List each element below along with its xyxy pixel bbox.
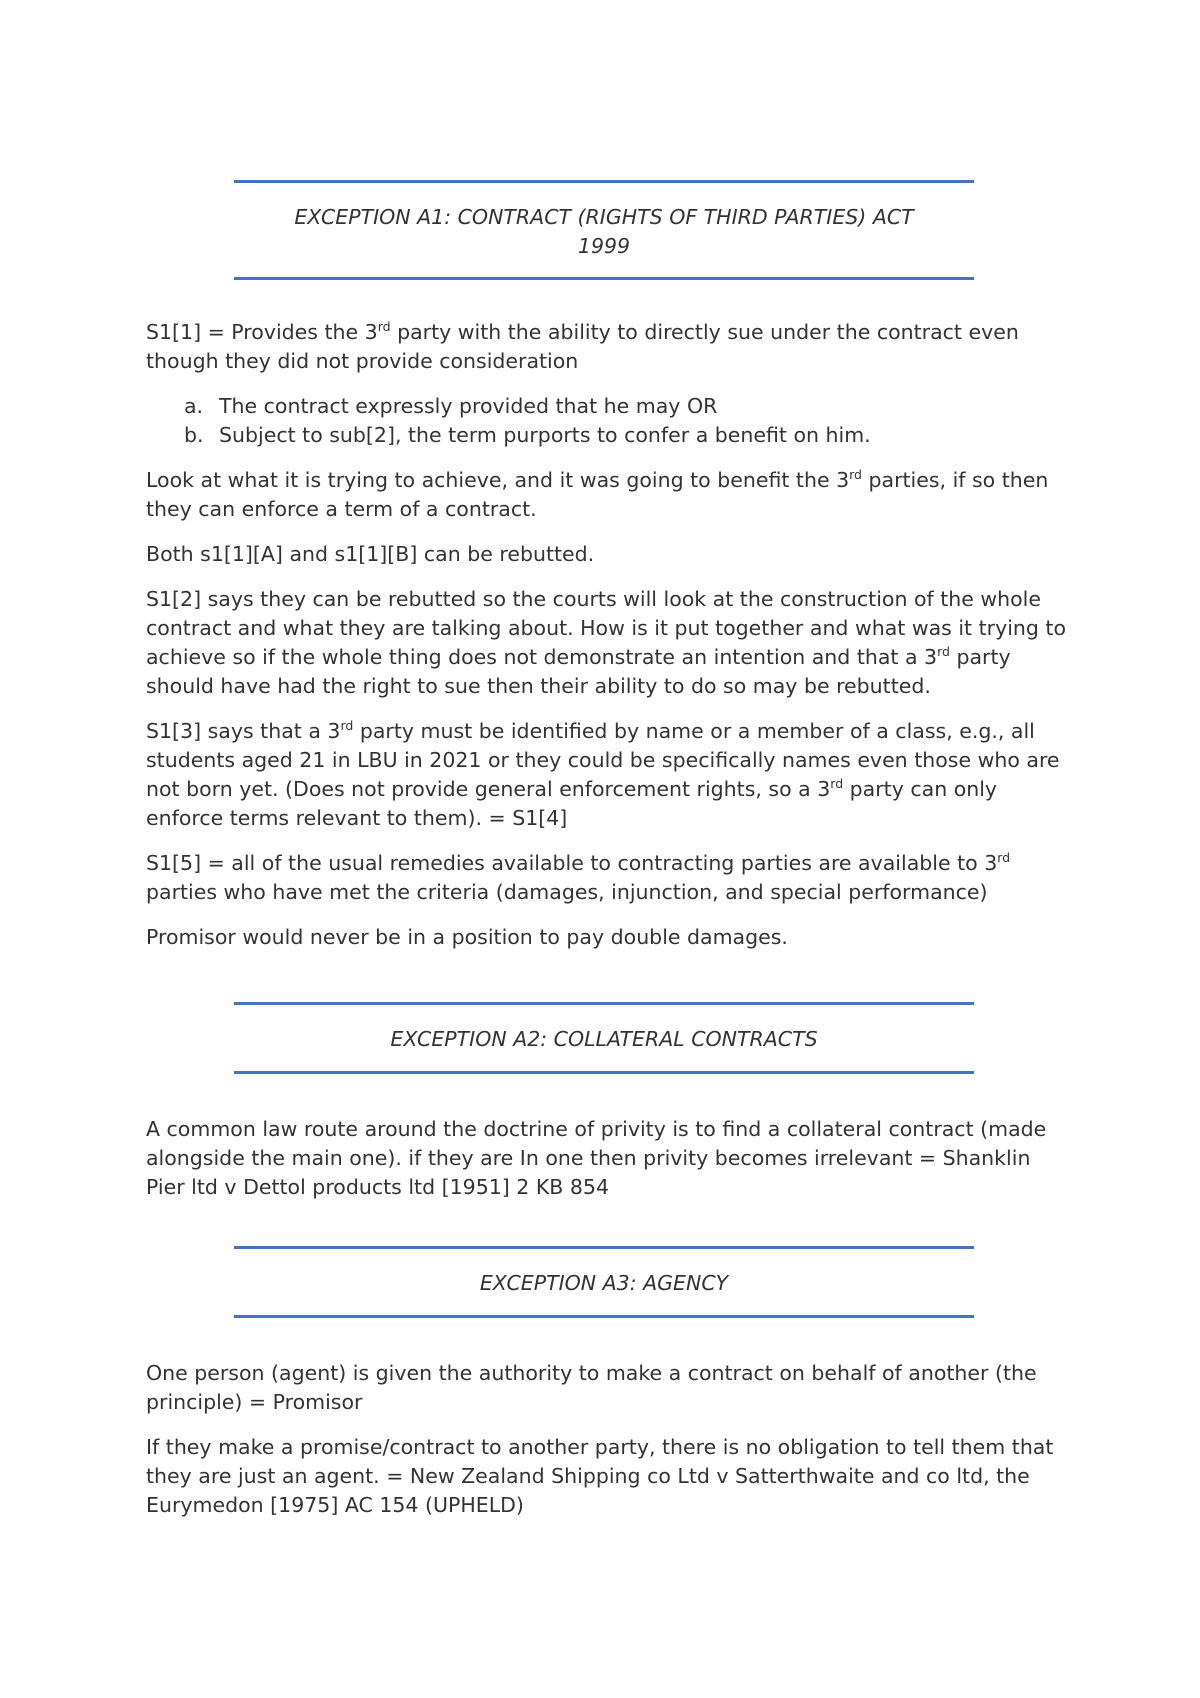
paragraph-collateral: A common law route around the doctrine of privity is to find a collateral contract (made alongside the main one). if they are In one then privity becomes irrelevant = Shanklin Pier ltd v Dettol products ltd [1951] 2 KB 854 [146, 1117, 1047, 1199]
document-content [146, 180, 1066, 1520]
list-item: a. The contract expressly provided that he may OR [146, 392, 1066, 421]
heading-a1-line1: EXCEPTION A1: CONTRACT (RIGHTS OF THIRD PARTIES) ACT [294, 205, 914, 229]
criteria-list [146, 392, 1066, 450]
list-marker: a. [184, 394, 204, 418]
list-item: b. Subject to sub[2], the term purports to confer a benefit on him. [146, 421, 1066, 450]
paragraph-agency-case: If they make a promise/contract to another party, there is no obligation to tell them that they are just an agent. = New Zealand Shipping co Ltd v Satterthwaite and co ltd, the Eurymedon [1975] AC 154 (UPHELD) [146, 1435, 1054, 1517]
list-marker: b. [184, 423, 204, 447]
paragraph-s1-1: S1[1] = Provides the 3rd party with the ability to directly sue under the contract even though they did not provide consideration [146, 319, 1019, 373]
paragraph-agency-definition: One person (agent) is given the authority to make a contract on behalf of another (the principle) = Promisor [146, 1361, 1037, 1414]
paragraph-s1-5: S1[5] = all of the usual remedies available to contracting parties are available to 3rd parties who have met the criteria (damages, injunction, and special performance) [146, 850, 1011, 904]
section-heading-a3: EXCEPTION A3: AGENCY [234, 1246, 974, 1318]
section-heading-a2: EXCEPTION A2: COLLATERAL CONTRACTS [234, 1002, 974, 1074]
paragraph-s1-3: S1[3] says that a 3rd party must be identified by name or a member of a class, e.g., all students aged 21 in LBU in 2021 or they could be specifically names even those who are not born yet. (Does not provide general enforcement rights, so a 3rd party can only enforce terms relevant to them). = S1[4] [146, 718, 1060, 830]
section-heading-a1 [234, 180, 974, 280]
paragraph-double-damages: Promisor would never be in a position to pay double damages. [146, 925, 788, 949]
paragraph-purpose: Look at what it is trying to achieve, and it was going to benefit the 3rd parties, if so then they can enforce a term of a contract. [146, 467, 1049, 521]
paragraph-rebutted: Both s1[1][A] and s1[1][B] can be rebutted. [146, 542, 595, 566]
paragraph-s1-2: S1[2] says they can be rebutted so the courts will look at the construction of the whole contract and what they are talking about. How is it put together and what was it trying to achieve so if the whole thing does not demonstrate an intention and that a 3rd party should have had the right to sue then their ability to do so may be rebutted. [146, 587, 1067, 698]
heading-a1-line2: 1999 [577, 234, 631, 258]
